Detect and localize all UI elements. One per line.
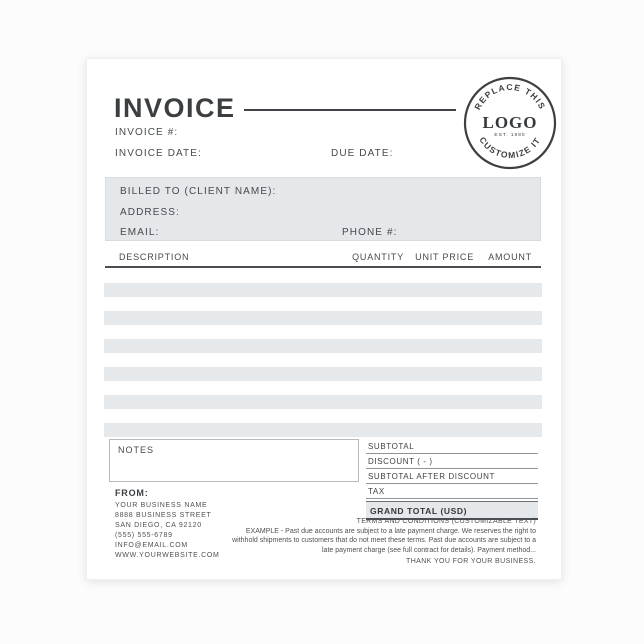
title-divider-line [244, 109, 456, 111]
grand-total-row: GRAND TOTAL (USD) [366, 501, 538, 520]
line-item-row [104, 297, 542, 311]
tax-row: TAX [366, 484, 538, 499]
svg-text:CUSTOMIZE IT [477, 135, 542, 160]
from-phone: (555) 555-6789 [115, 532, 173, 539]
column-header-quantity: QUANTITY [352, 252, 404, 262]
line-item-row [104, 367, 542, 381]
logo-arc-top-text: REPLACE THIS [472, 81, 548, 112]
billed-to-client-label: BILLED TO (CLIENT NAME): [120, 186, 277, 197]
totals-section [366, 439, 538, 520]
column-header-description: DESCRIPTION [119, 252, 190, 262]
from-city: SAN DIEGO, CA 92120 [115, 522, 202, 529]
invoice-sheet [86, 58, 562, 580]
notes-box [109, 439, 359, 482]
billed-to-address-label: ADDRESS: [120, 207, 180, 218]
billed-to-email-label: EMAIL: [120, 227, 160, 238]
subtotal-row: SUBTOTAL [366, 439, 538, 454]
invoice-number-label: INVOICE #: [115, 127, 179, 138]
logo-arc-bottom-text: CUSTOMIZE IT [477, 135, 543, 161]
page-title: INVOICE [114, 93, 236, 123]
line-item-rows [104, 269, 542, 437]
column-header-amount: AMOUNT [488, 252, 532, 262]
from-business-name: YOUR BUSINESS NAME [115, 502, 208, 509]
terms-body: EXAMPLE - Past due accounts are subject to a late payment charge. We reserves the right to withhold shipments to customers that do not meet these terms. Past due accounts are subject to a late payment charge (see full contract for details). Payment method... [232, 527, 536, 554]
line-item-row [104, 325, 542, 339]
from-website: WWW.YOURWEBSITE.COM [115, 552, 220, 559]
invoice-date-label: INVOICE DATE: [115, 148, 202, 159]
discount-row: DISCOUNT ( - ) [366, 454, 538, 469]
line-item-row [104, 311, 542, 325]
logo-stamp [463, 76, 557, 170]
line-item-row [104, 353, 542, 367]
line-item-row [104, 409, 542, 423]
line-item-row [104, 283, 542, 297]
line-item-row [104, 423, 542, 437]
billed-to-panel [105, 177, 541, 241]
billed-to-phone-label: PHONE #: [342, 227, 398, 238]
subtotal-after-discount-row: SUBTOTAL AFTER DISCOUNT [366, 469, 538, 484]
terms-heading: TERMS AND CONDITIONS (CUSTOMIZABLE TEXT) [356, 518, 536, 525]
table-header-rule [105, 266, 541, 268]
terms-section [226, 517, 536, 565]
terms-closing: THANK YOU FOR YOUR BUSINESS. [406, 558, 536, 565]
from-section [115, 488, 220, 561]
from-email: INFO@EMAIL.COM [115, 542, 188, 549]
from-street: 8888 BUSINESS STREET [115, 512, 212, 519]
due-date-label: DUE DATE: [331, 148, 394, 159]
column-header-unit-price: UNIT PRICE [415, 252, 474, 262]
from-label: FROM: [115, 488, 149, 498]
line-item-row [104, 381, 542, 395]
line-item-row [104, 395, 542, 409]
line-item-row [104, 339, 542, 353]
line-item-row [104, 269, 542, 283]
logo-name-text: LOGO [482, 113, 538, 132]
logo-est-text: EST. 1980 [494, 133, 526, 138]
notes-label: NOTES [118, 445, 155, 455]
logo-stamp-icon [463, 76, 557, 170]
